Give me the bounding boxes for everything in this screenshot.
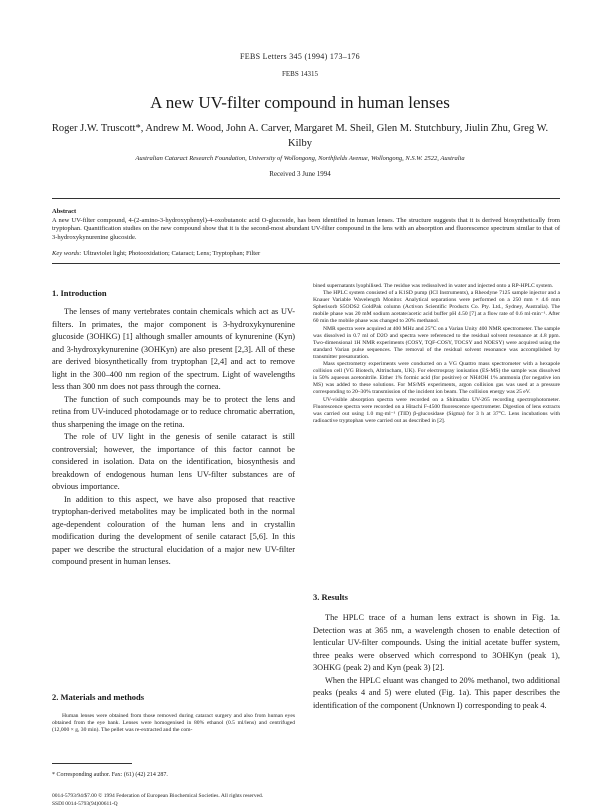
intro-paragraph: In addition to this aspect, we have also proposed that reactive tryptophan-derived metabolites may be implicated both in the normal age-dependent colouration of the human lens and in crystallin modification during the development of senile cataract [5,6]. In this paper we describe the structural elucidation of a major new UV-filter compound present in human lenses. <box>52 494 295 566</box>
article-code: FEBS 14315 <box>282 70 318 78</box>
abstract-bottom-rule <box>52 263 560 264</box>
methods-body-left <box>52 713 295 734</box>
affiliation: Australian Cataract Research Foundation, University of Wollongong, Northfields Avenue, Wollongong, N.S.W. 2522, Australia <box>135 155 465 162</box>
footnote-rule <box>52 763 132 764</box>
intro-paragraph: The function of such compounds may be to protect the lens and retina from UV-induced photodamage or to reduce chromatic aberration, thus sharpening the image on the retina. <box>52 394 295 429</box>
footnote: * Corresponding author. Fax: (61) (42) 214 287. <box>52 772 168 778</box>
methods-paragraph: The HPLC system consisted of a K1SD pump (ICI Instruments), a Rheodyne 7125 sample injector and a Knauer Variable Wavelength Monitor. Analytical separations were performed on a 250 mm × 4.6 mm Spherisorb S5ODS2 GoldPak column (Activon Scientific Products Co. Pty. Ltd., Sydney, Australia). The mobile phase was 20 mM sodium acetate/acetic acid buffer pH 4.50 [7] at a flow rate of 0.6 ml·min⁻¹. After 60 min the mobile phase was changed to 20% methanol. <box>313 290 560 325</box>
abstract-heading: Abstract <box>52 208 77 215</box>
author-list: Roger J.W. Truscott*, Andrew M. Wood, John A. Carver, Margaret M. Sheil, Glen M. Stutchbury, Jiulin Zhu, Greg W. Kilby <box>51 123 549 149</box>
page-title: A new UV-filter compound in human lenses <box>150 93 450 112</box>
ssdi-text: SSDI 0014-5793(94)00611-Q <box>52 800 118 807</box>
introduction-body <box>52 306 295 569</box>
section-heading-results: 3. Results <box>313 592 348 602</box>
methods-paragraph: NMR spectra were acquired at 400 MHz and 25°C on a Varian Unity 400 NMR spectrometer. The sample was dissolved in 0.7 ml of D2O and spectra were referenced to the residual solvent resonance at 4.8 ppm. Two-dimensional 1H NMR experiments (COSY, TQF-COSY, TOCSY and NOESY) were acquired using the standard Varian pulse sequences. The removal of the residual solvent resonance was accomplished by transmitter presaturation. <box>313 325 560 360</box>
methods-paragraph: Mass spectrometry experiments were conducted on a VG Quattro mass spectrometer with a hexapole collision cell (VG Biotech, Altrincham, UK). For electrospray ionisation (ES-MS) the sample was dissolved in 50% aqueous acetonitrile. Either 1% formic acid (for positive) or NH4OH 1% ammonia (for negative ion MS) was added to these solutions. For MS/MS experiments, argon collision gas was used at a pressure corresponding to 20–30% transmission of the incident ion beam. The collision energy was 25 eV. <box>313 361 560 396</box>
copyright-text: 0014-5793/94/$7.00 © 1994 Federation of European Biochemical Societies. All rights reserved. <box>52 793 264 799</box>
methods-paragraph: UV-visible absorption spectra were recorded on a Shimadzu UV-265 recording spectrophotometer. Fluorescence spectra were recorded on a Hitachi F-4500 fluorescence spectrometer. Digestion of lens extracts was carried out using 1.0 mg·ml⁻¹ (TID) β-glucosidase (Sigma) for 3 h at 37°C. Lens incubations with radioactive tryptophan were carried out as described in [2]. <box>313 396 560 424</box>
journal-reference: FEBS Letters 345 (1994) 173–176 <box>240 52 360 61</box>
abstract-text: A new UV-filter compound, 4-(2-amino-3-hydroxyphenyl)-4-oxobutanoic acid O-glucoside, has been identified in human lenses. The structure suggests that it is derived biosynthetically from tryptophan. Quantification studies on the new compound show that it is the second-most abundant UV-filter compound in the lens with an absorption and fluorescence spectrum similar to that of 3-hydroxykynurenine glucoside. <box>52 216 560 241</box>
methods-paragraph: bined supernatants lyophilised. The residue was redissolved in water and injected onto a RP-HPLC system. <box>313 283 554 289</box>
intro-paragraph: The lenses of many vertebrates contain chemicals which act as UV-filters. In primates, the major component is 3-hydroxykynurenine glucoside (3OHKG) [1] although smaller amounts of kynurenine (Kyn) and 3-hydroxykynurenine (3OHKyn) are also present [2,3]. All of these are derived biosynthetically from tryptophan [2,4] and act to remove light in the 300–400 nm region of the spectrum. Light of wavelengths less than 300 nm does not pass through the cornea. <box>52 307 295 391</box>
methods-body-right <box>313 283 560 425</box>
intro-paragraph: The role of UV light in the genesis of senile cataract is still controversial; however, the importance of this factor cannot be considered in isolation. Data on the identification, biosynthesis and breakdown of endogenous human lens UV-filter substances are of obvious importance. <box>52 432 295 491</box>
received-date: Received 3 June 1994 <box>269 170 331 178</box>
keywords-label: Key words: <box>52 250 82 257</box>
section-heading-introduction: 1. Introduction <box>52 288 107 298</box>
abstract-top-rule <box>52 198 560 199</box>
results-paragraph: When the HPLC eluant was changed to 20% methanol, two additional peaks (peaks 4 and 5) were eluted (Fig. 1a). This paper describes the identification of the component (Unknown I) corresponding to peak 4. <box>313 675 560 710</box>
copyright-line <box>52 793 372 808</box>
results-paragraph: The HPLC trace of a human lens extract is shown in Fig. 1a. Detection was at 365 nm, a wavelength chosen to enable detection of lenticular UV-filter compounds. Using the initial acetate buffer system, three peaks were observed which correspond to 3OHKyn (peak 1), 3OHKG (peak 2) and Kyn (peak 3) [2]. <box>313 613 560 672</box>
methods-paragraph: Human lenses were obtained from those removed during cataract surgery and also from human eyes obtained from the eye bank. Lenses were homogenised in 80% ethanol (0.5 ml/lens) and centrifuged (12,000 × g, 30 min). The pellet was re-extracted and the com- <box>52 713 295 734</box>
keywords <box>52 250 560 257</box>
abstract <box>52 208 560 242</box>
section-heading-methods: 2. Materials and methods <box>52 692 145 702</box>
keywords-text: Ultraviolet light; Photooxidation; Cataract; Lens; Tryptophan; Filter <box>83 250 261 257</box>
results-body <box>313 612 560 712</box>
